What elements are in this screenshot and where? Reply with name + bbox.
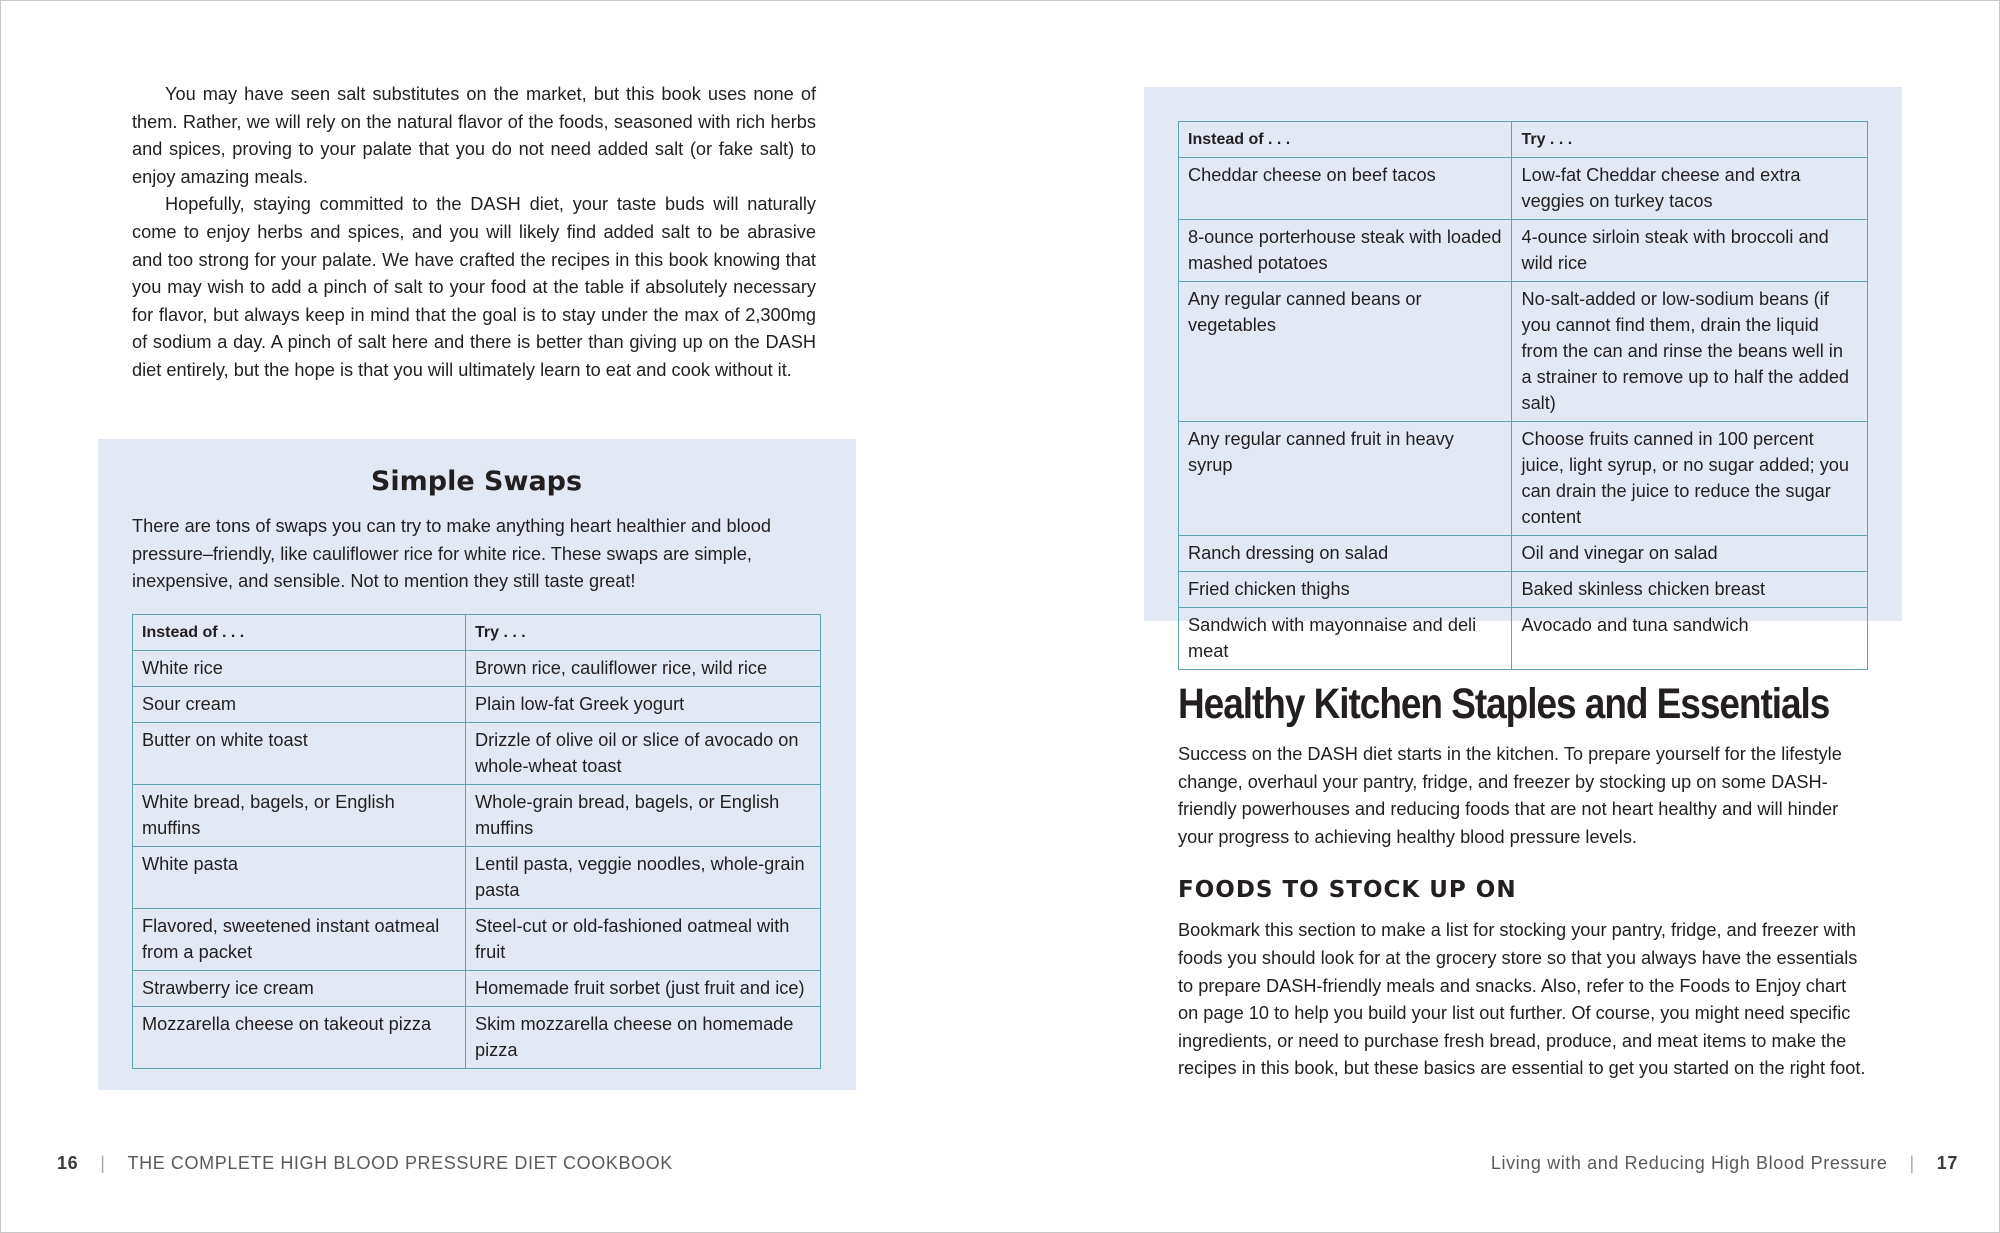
cell-instead: White rice [133, 650, 466, 686]
table-row [1179, 220, 1868, 282]
footer-separator: | [100, 1153, 106, 1173]
column-header-instead: Instead of . . . [133, 614, 466, 650]
cell-instead: Mozzarella cheese on takeout pizza [133, 1006, 466, 1068]
cell-instead: Any regular canned beans or vegetables [1179, 282, 1512, 422]
simple-swaps-intro: There are tons of swaps you can try to make anything heart healthier and blood pressure–friendly, like cauliflower rice for white rice. These swaps are simple, inexpensive, and sensible. Not to mention they still taste great! [132, 516, 771, 592]
table-row [133, 722, 821, 784]
cell-try: Plain low-fat Greek yogurt [465, 686, 820, 722]
swaps-table-continued [1178, 121, 1868, 670]
cell-instead: 8-ounce porterhouse steak with loaded mashed potatoes [1179, 220, 1512, 282]
table-row [133, 970, 821, 1006]
table-row [133, 846, 821, 908]
paragraph: You may have seen salt substitutes on the market, but this book uses none of them. Rather, we will rely on the natural flavor of the foods, seasoned with rich herbs and spices, proving to your palate that you do not need added salt (or fake salt) to enjoy amazing meals. [132, 84, 816, 187]
table-header-row [133, 614, 821, 650]
swaps-continued-box [1144, 87, 1902, 661]
cell-try: Low-fat Cheddar cheese and extra veggies on turkey tacos [1512, 158, 1868, 220]
paragraph: Hopefully, staying committed to the DASH diet, your taste buds will naturally come to enjoy herbs and spices, and you will likely find added salt to be abrasive and too strong for your palate. We have crafted the recipes in this book knowing that you may wish to add a pinch of salt to your food at the table if absolutely necessary for flavor, but always keep in mind that the goal is to stay under the max of 2,300mg of sodium a day. A pinch of salt here and there is better than giving up on the DASH diet entirely, but the hope is that you will ultimately learn to eat and cook without it. [132, 194, 816, 380]
table-row [133, 686, 821, 722]
section-title: Healthy Kitchen Staples and Essentials [1178, 680, 1830, 728]
table-row [133, 1006, 821, 1068]
cell-try: Choose fruits canned in 100 percent juice, light syrup, or no sugar added; you can drain the juice to reduce the sugar content [1512, 422, 1868, 536]
table-row [1179, 158, 1868, 220]
subsection-text: Bookmark this section to make a list for stocking your pantry, fridge, and freezer with foods you should look for at the grocery store so that you always have the essentials to prepare DASH-friendly meals and snacks. Also, refer to the Foods to Enjoy chart on page 10 to help you build your list out further. Of course, you might need specific ingredients, or need to purchase fresh bread, produce, and meat items to make the recipes in this book, but these basics are essential to get you started on the right foot. [1178, 920, 1866, 1079]
cell-instead: White bread, bagels, or English muffins [133, 784, 466, 846]
column-header-instead: Instead of . . . [1179, 122, 1512, 158]
column-header-try: Try . . . [465, 614, 820, 650]
left-footer [57, 1153, 673, 1174]
cell-instead: Any regular canned fruit in heavy syrup [1179, 422, 1512, 536]
table-row [1179, 536, 1868, 572]
cell-instead: Sandwich with mayonnaise and deli meat [1179, 608, 1512, 670]
table-row [133, 650, 821, 686]
cell-try: Drizzle of olive oil or slice of avocado on whole-wheat toast [465, 722, 820, 784]
left-body-text [132, 81, 816, 385]
cell-instead: Fried chicken thighs [1179, 572, 1512, 608]
cell-try: Avocado and tuna sandwich [1512, 608, 1868, 670]
page-number: 16 [57, 1153, 79, 1173]
table-row [133, 784, 821, 846]
cell-try: Homemade fruit sorbet (just fruit and ice) [465, 970, 820, 1006]
page-number: 17 [1936, 1153, 1958, 1173]
footer-separator: | [1909, 1153, 1915, 1173]
cell-try: Whole-grain bread, bagels, or English muffins [465, 784, 820, 846]
cell-try: Skim mozzarella cheese on homemade pizza [465, 1006, 820, 1068]
cell-try: Oil and vinegar on salad [1512, 536, 1868, 572]
section-intro: Success on the DASH diet starts in the kitchen. To prepare yourself for the lifestyle change, overhaul your pantry, fridge, and freezer by stocking up on some DASH-friendly powerhouses and reducing foods that are not heart healthy and will hinder your progress to achieving healthy blood pressure levels. [1178, 744, 1842, 847]
running-head: THE COMPLETE HIGH BLOOD PRESSURE DIET COOKBOOK [127, 1153, 673, 1173]
cell-try: Steel-cut or old-fashioned oatmeal with fruit [465, 908, 820, 970]
table-row [1179, 572, 1868, 608]
running-head: Living with and Reducing High Blood Pressure [1490, 1153, 1888, 1173]
cell-instead: White pasta [133, 846, 466, 908]
right-footer [1491, 1153, 1958, 1174]
simple-swaps-title: Simple Swaps [370, 466, 583, 497]
cell-try: Lentil pasta, veggie noodles, whole-grain pasta [465, 846, 820, 908]
table-row [1179, 282, 1868, 422]
table-row [133, 908, 821, 970]
column-header-try: Try . . . [1512, 122, 1868, 158]
table-row [1179, 608, 1868, 670]
cell-instead: Ranch dressing on salad [1179, 536, 1512, 572]
table-row [1179, 422, 1868, 536]
cell-instead: Butter on white toast [133, 722, 466, 784]
cell-try: 4-ounce sirloin steak with broccoli and wild rice [1512, 220, 1868, 282]
swaps-table [132, 614, 821, 1069]
cell-instead: Strawberry ice cream [133, 970, 466, 1006]
cell-instead: Cheddar cheese on beef tacos [1179, 158, 1512, 220]
cell-instead: Flavored, sweetened instant oatmeal from a packet [133, 908, 466, 970]
subsection-title: FOODS TO STOCK UP ON [1178, 877, 1517, 904]
cell-try: Brown rice, cauliflower rice, wild rice [465, 650, 820, 686]
simple-swaps-box [98, 439, 856, 1090]
table-header-row [1179, 122, 1868, 158]
cell-try: Baked skinless chicken breast [1512, 572, 1868, 608]
kitchen-section [1178, 680, 1868, 1083]
cell-try: No-salt-added or low-sodium beans (if you cannot find them, drain the liquid from the can and rinse the beans well in a strainer to remove up to half the added salt) [1512, 282, 1868, 422]
cell-instead: Sour cream [133, 686, 466, 722]
